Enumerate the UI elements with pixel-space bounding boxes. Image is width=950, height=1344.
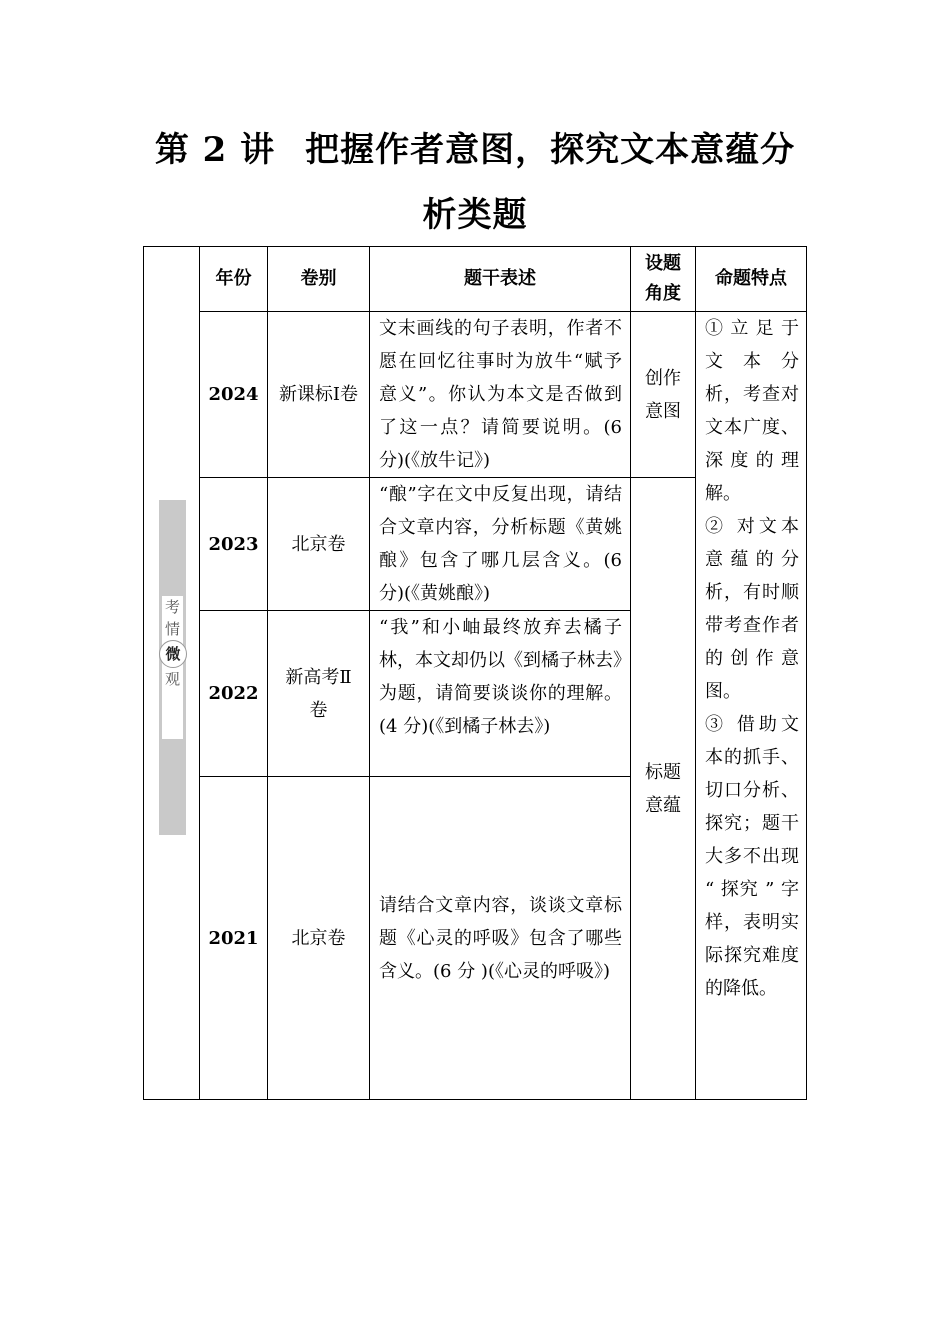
- features-cell: [696, 312, 807, 1100]
- angle-creative-intent: 创作意图: [631, 312, 696, 478]
- feature-item: ③ 借助文本的抓手、切口分析、探究；题干大多不出现 “ 探究 ” 字样，表明实际探究难度的降低。: [705, 714, 799, 999]
- side-badge: 微: [159, 640, 187, 668]
- angle-title-meaning: 标题意蕴: [631, 478, 696, 1100]
- page-title-line2: 析类题: [422, 195, 528, 235]
- header-year: 年份: [200, 247, 268, 312]
- row-paper: 新课标Ⅰ卷: [268, 312, 370, 478]
- page-title-line1: [0, 122, 950, 171]
- side-label-cell: [144, 247, 200, 1100]
- side-label-bar: [159, 500, 186, 835]
- row-year: 2021: [200, 777, 268, 1100]
- lecture-title: 把握作者意图，探究文本意蕴分: [305, 130, 796, 170]
- header-stem: 题干表述: [370, 247, 631, 312]
- side-char: 考: [164, 598, 180, 616]
- header-angle: 设题角度: [631, 247, 696, 312]
- row-stem: 请结合文章内容，谈谈文章标题《心灵的呼吸》包含了哪些含义。(6 分 )(《心灵的呼吸》): [370, 777, 631, 1100]
- header-paper: 卷别: [268, 247, 370, 312]
- row-year: 2022: [200, 611, 268, 777]
- exam-analysis-table: [143, 246, 807, 1100]
- lecture-number: 第 2 讲: [154, 130, 276, 170]
- row-stem: “酿”字在文中反复出现，请结合文章内容，分析标题《黄姚酿》包含了哪几层含义。(6 分)(《黄姚酿》): [370, 478, 631, 611]
- side-char: 观: [164, 670, 180, 688]
- row-paper: 新高考Ⅱ卷: [268, 611, 370, 777]
- row-year: 2023: [200, 478, 268, 611]
- row-paper: 北京卷: [268, 478, 370, 611]
- side-label: [162, 596, 183, 739]
- row-year: 2024: [200, 312, 268, 478]
- header-features: 命题特点: [696, 247, 807, 312]
- row-stem: “我”和小岫最终放弃去橘子林，本文却仍以《到橘子林去》为题，请简要谈谈你的理解。(4 分)(《到橘子林去》): [370, 611, 631, 777]
- row-paper: 北京卷: [268, 777, 370, 1100]
- feature-item: ② 对文本意蕴的分析，有时顺带考查作者的创作意图。: [705, 516, 799, 702]
- feature-item: ① 立 足 于 文 本 分析，考查对文本广度、深度的理解。: [705, 318, 799, 504]
- side-char: 情: [164, 620, 180, 638]
- row-stem: 文末画线的句子表明，作者不愿在回忆往事时为放牛“赋予意义”。你认为本文是否做到了这一点？请简要说明。(6 分)(《放牛记》): [370, 312, 631, 478]
